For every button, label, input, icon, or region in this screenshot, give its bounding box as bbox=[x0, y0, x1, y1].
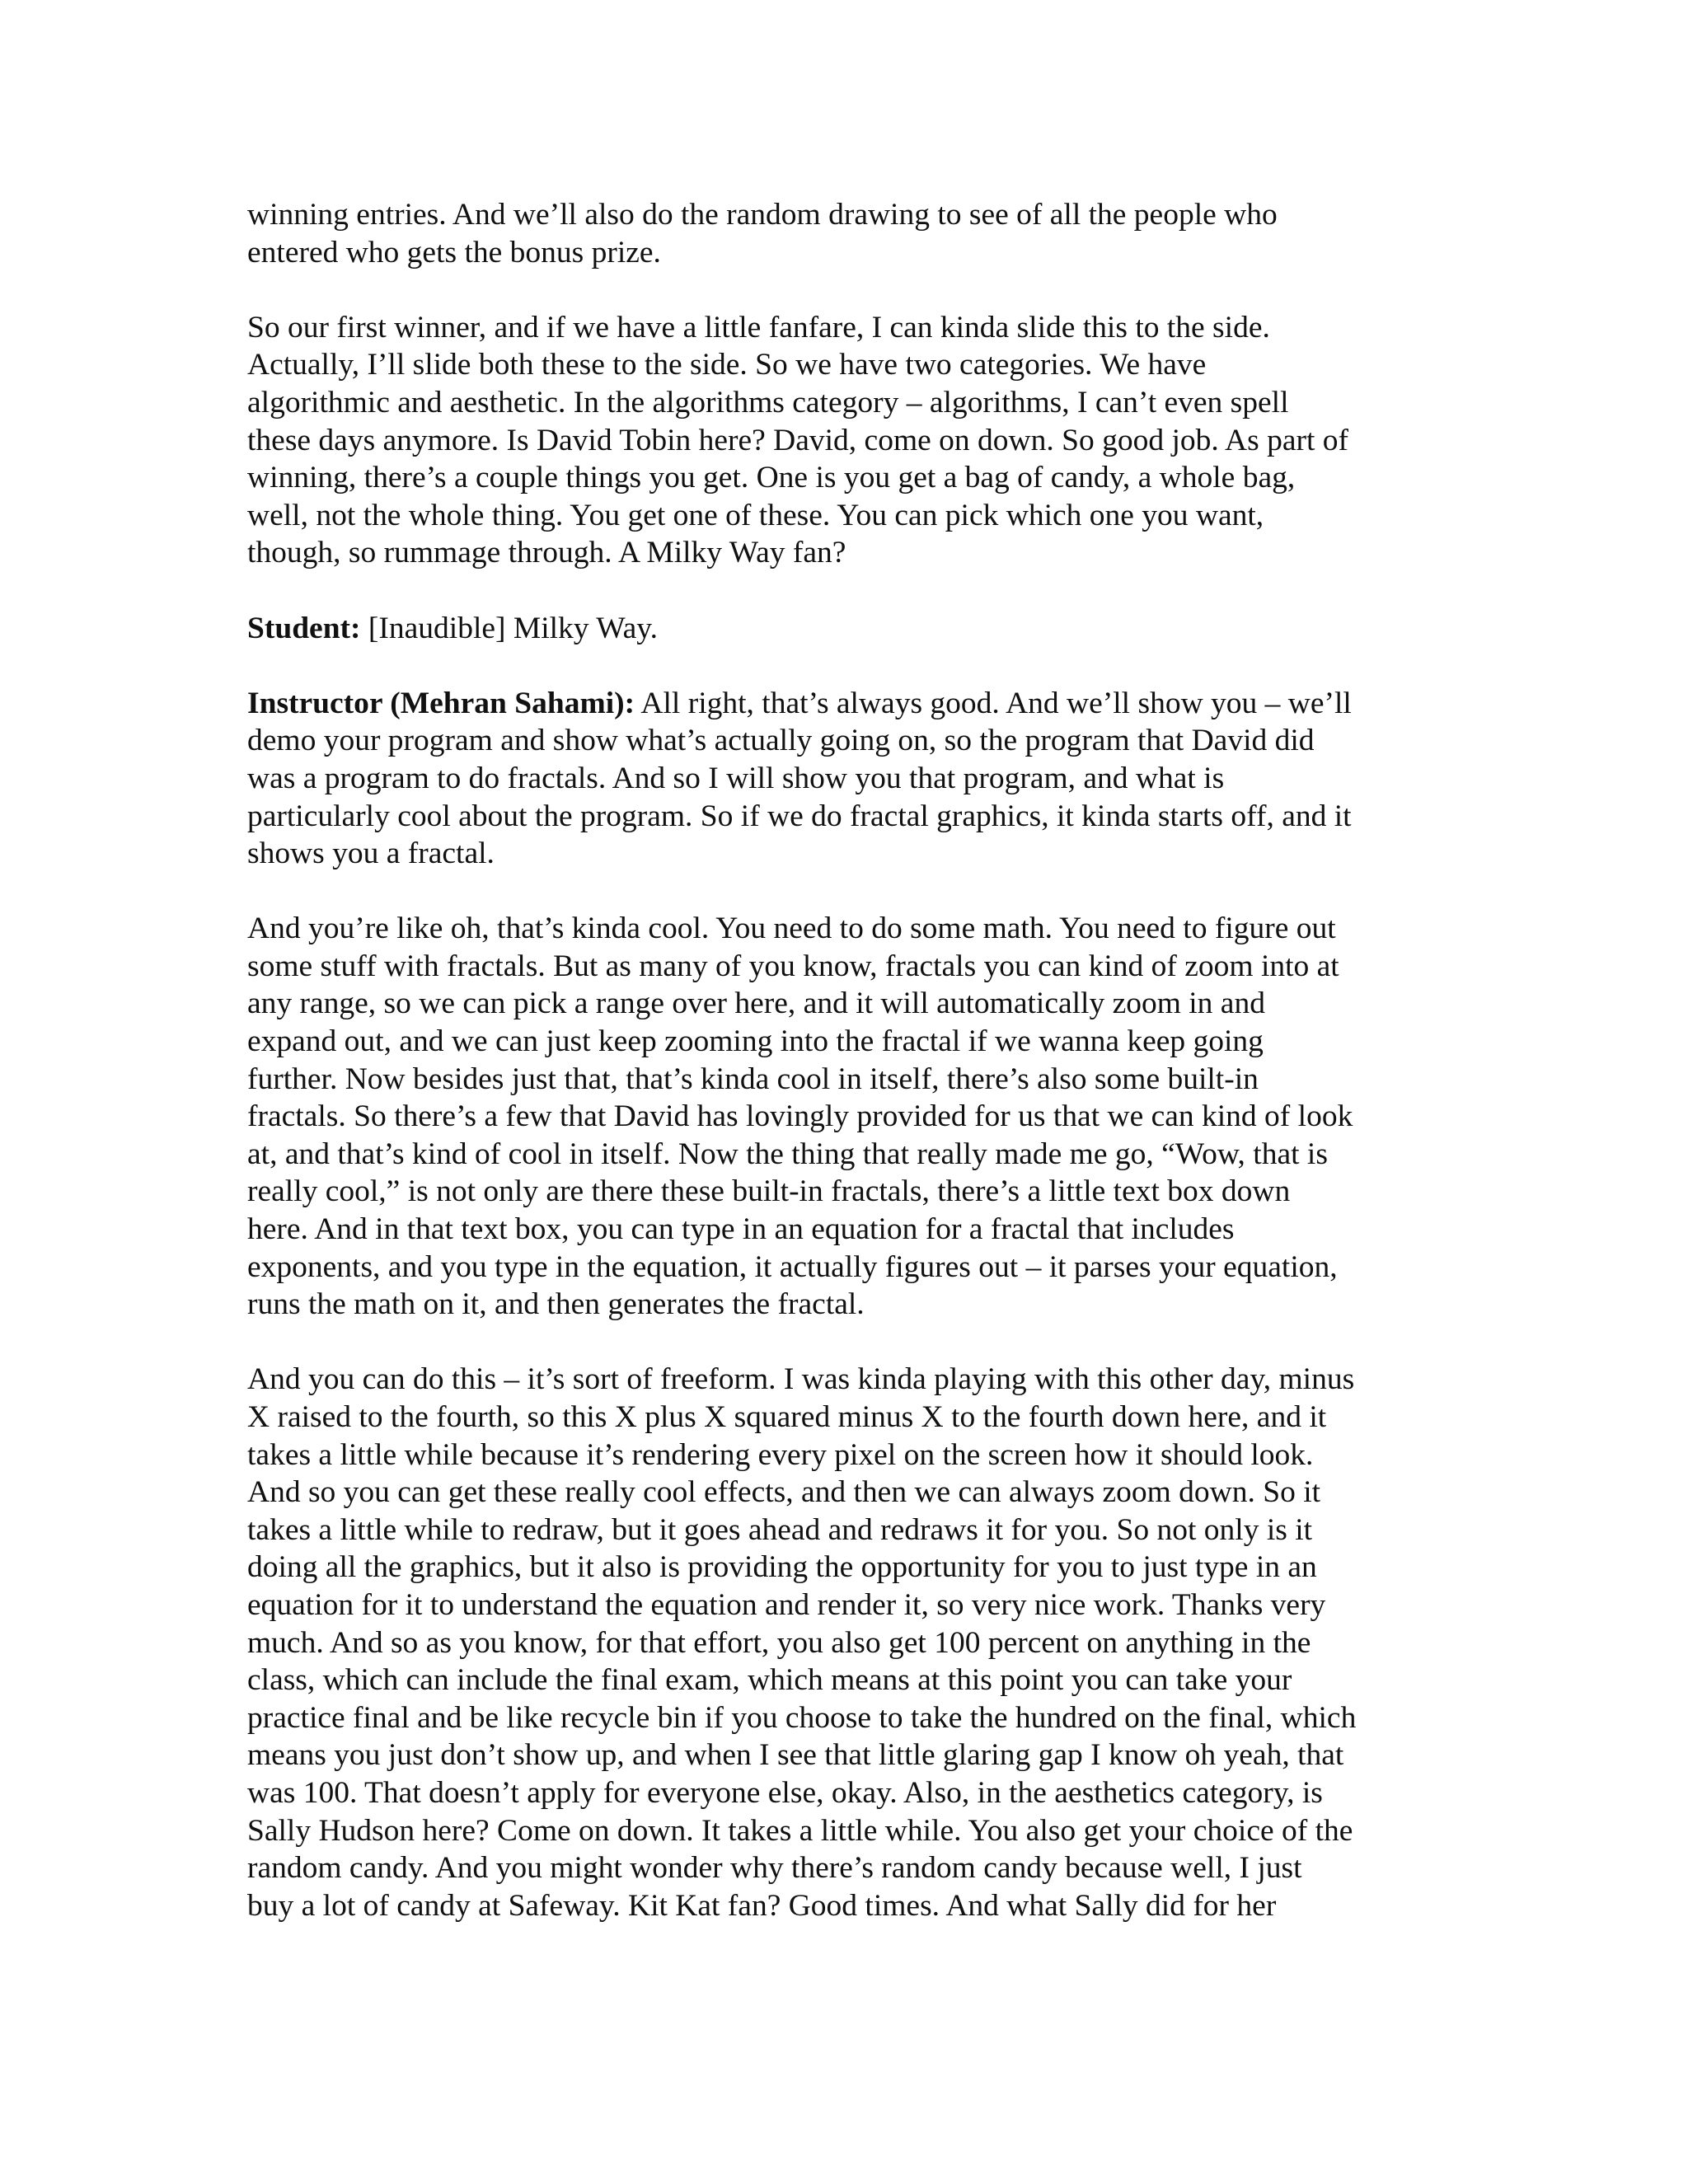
text-line: And you’re like oh, that’s kinda cool. You need to do some math. You need to figure out bbox=[247, 912, 1336, 946]
text-line: particularly cool about the program. So if we do fractal graphics, it kinda starts off, and it bbox=[247, 799, 1352, 833]
text-line: winning, there’s a couple things you get. One is you get a bag of candy, a whole bag, bbox=[247, 461, 1296, 495]
text-line: further. Now besides just that, that’s kinda cool in itself, there’s also some built-in bbox=[247, 1062, 1259, 1096]
text-line: means you just don’t show up, and when I see that little glaring gap I know oh yeah, that bbox=[247, 1738, 1344, 1773]
text-line: these days anymore. Is David Tobin here? David, come on down. So good job. As part of bbox=[247, 423, 1349, 457]
paragraph-3 bbox=[247, 610, 1434, 648]
text-line: fractals. So there’s a few that David has lovingly provided for us that we can kind of look bbox=[247, 1099, 1353, 1134]
text-line: some stuff with fractals. But as many of you know, fractals you can kind of zoom into at bbox=[247, 949, 1339, 983]
text-line: So our first winner, and if we have a little fanfare, I can kinda slide this to the side. bbox=[247, 310, 1270, 344]
text-line: buy a lot of candy at Safeway. Kit Kat fan? Good times. And what Sally did for her bbox=[247, 1888, 1277, 1923]
paragraph-4 bbox=[247, 685, 1434, 873]
text-line: at, and that’s kind of cool in itself. Now the thing that really made me go, “Wow, that is bbox=[247, 1137, 1328, 1171]
speech-text: [Inaudible] Milky Way. bbox=[368, 611, 658, 645]
text-line: takes a little while because it’s rendering every pixel on the screen how it should look. bbox=[247, 1437, 1314, 1472]
text-line: And you can do this – it’s sort of freeform. I was kinda playing with this other day, minus bbox=[247, 1362, 1355, 1397]
text-line: here. And in that text box, you can type in an equation for a fractal that includes bbox=[247, 1212, 1235, 1247]
paragraph-5 bbox=[247, 910, 1434, 1324]
text-line: Sally Hudson here? Come on down. It takes a little while. You also get your choice of the bbox=[247, 1813, 1353, 1848]
text-line: random candy. And you might wonder why there’s random candy because well, I just bbox=[247, 1851, 1302, 1886]
text-line bbox=[247, 610, 1434, 648]
transcript-page bbox=[247, 196, 1434, 1962]
text-line: was 100. That doesn’t apply for everyone else, okay. Also, in the aesthetics category, is bbox=[247, 1775, 1323, 1810]
text-line: X raised to the fourth, so this X plus X squared minus X to the fourth down here, and it bbox=[247, 1400, 1327, 1434]
paragraph-2 bbox=[247, 309, 1434, 572]
text-line: any range, so we can pick a range over here, and it will automatically zoom in and bbox=[247, 987, 1265, 1021]
text-line: much. And so as you know, for that effort, you also get 100 percent on anything in the bbox=[247, 1625, 1311, 1660]
text-line: practice final and be like recycle bin if you choose to take the hundred on the final, which bbox=[247, 1700, 1357, 1735]
text-line bbox=[247, 685, 1434, 723]
text-line: runs the math on it, and then generates the fractal. bbox=[247, 1287, 865, 1322]
text-line: equation for it to understand the equation and render it, so very nice work. Thanks very bbox=[247, 1587, 1326, 1622]
paragraph-1 bbox=[247, 196, 1434, 271]
text-line: demo your program and show what’s actually going on, so the program that David did bbox=[247, 724, 1315, 758]
text-line: winning entries. And we’ll also do the random drawing to see of all the people who bbox=[247, 198, 1278, 232]
text-line: takes a little while to redraw, but it goes ahead and redraws it for you. So not only is it bbox=[247, 1512, 1313, 1547]
speaker-label: Instructor (Mehran Sahami): bbox=[247, 686, 635, 720]
text-line: entered who gets the bonus prize. bbox=[247, 235, 661, 269]
text-line: really cool,” is not only are there these built-in fractals, there’s a little text box down bbox=[247, 1174, 1291, 1209]
text-line: exponents, and you type in the equation, it actually figures out – it parses your equation, bbox=[247, 1249, 1338, 1284]
text-line: Actually, I’ll slide both these to the side. So we have two categories. We have bbox=[247, 348, 1207, 382]
text-line: expand out, and we can just keep zooming into the fractal if we wanna keep going bbox=[247, 1024, 1264, 1059]
text-line: class, which can include the final exam, which means at this point you can take your bbox=[247, 1663, 1292, 1698]
text-line: well, not the whole thing. You get one of these. You can pick which one you want, bbox=[247, 498, 1264, 532]
text-line: And so you can get these really cool effects, and then we can always zoom down. So it bbox=[247, 1475, 1321, 1510]
text-line: algorithmic and aesthetic. In the algorithms category – algorithms, I can’t even spell bbox=[247, 385, 1289, 419]
speech-text: All right, that’s always good. And we’ll show you – we’ll bbox=[640, 686, 1352, 720]
paragraph-6 bbox=[247, 1361, 1434, 1924]
text-line: shows you a fractal. bbox=[247, 837, 495, 871]
speaker-label: Student: bbox=[247, 611, 361, 645]
text-line: though, so rummage through. A Milky Way fan? bbox=[247, 536, 846, 570]
text-line: was a program to do fractals. And so I will show you that program, and what is bbox=[247, 761, 1225, 795]
text-line: doing all the graphics, but it also is providing the opportunity for you to just type in an bbox=[247, 1550, 1317, 1585]
